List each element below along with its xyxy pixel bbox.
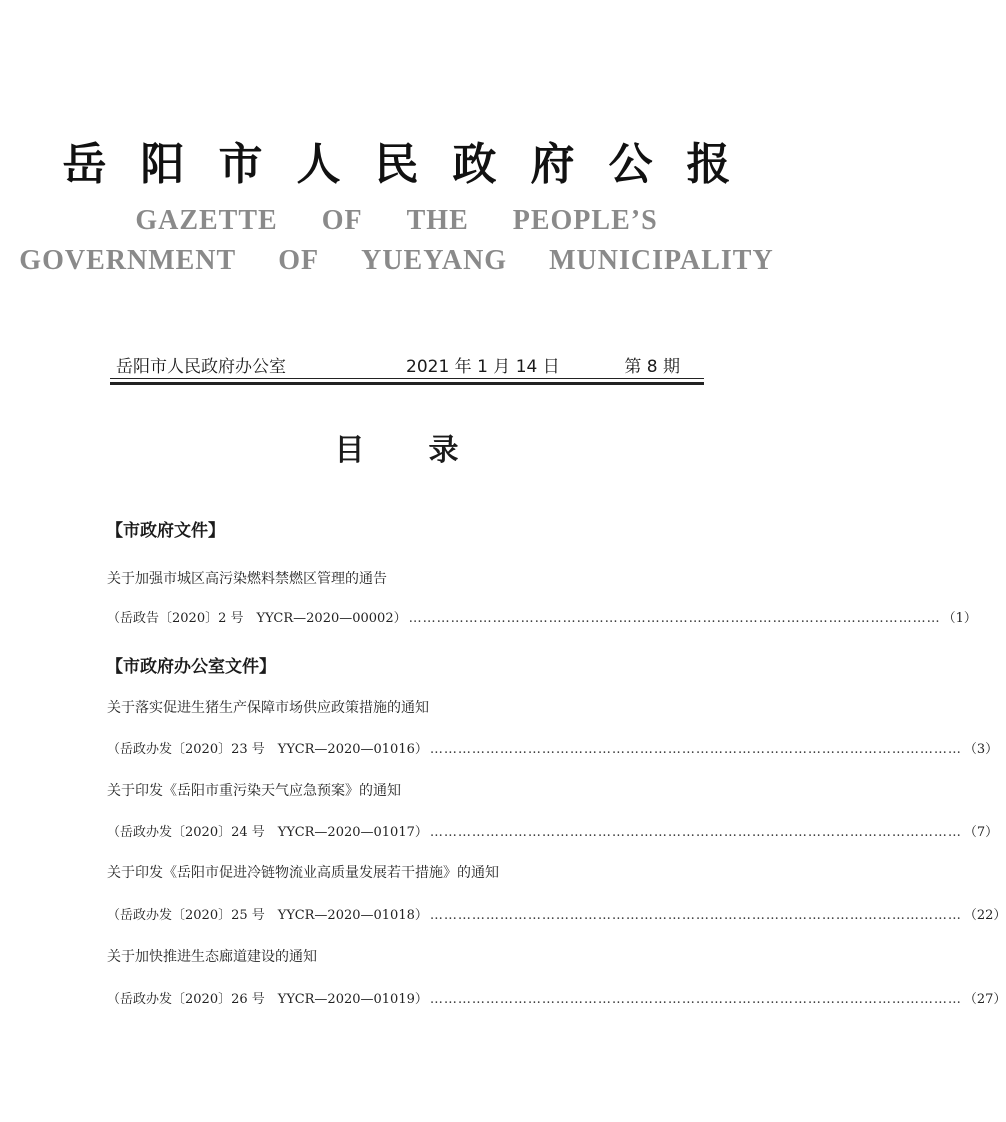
toc-section-heading: 【市政府办公室文件】 (106, 657, 276, 677)
toc-entry-ref-line[interactable] (107, 904, 1006, 923)
toc-entry-title[interactable]: 关于印发《岳阳市促进冷链物流业高质量发展若干措施》的通知 (107, 865, 499, 881)
title-char: 人 (296, 139, 341, 190)
toc-entry-page: （22） (963, 908, 1006, 923)
toc-entry-title[interactable]: 关于落实促进生猪生产保障市场供应政策措施的通知 (107, 700, 429, 716)
title-char: 民 (374, 139, 419, 190)
toc-entry-ref: （岳政办发〔2020〕26 号 YYCR—2020—01019） (107, 992, 428, 1007)
gazette-title-en-line1 (0, 205, 793, 237)
toc-entry-ref: （岳政办发〔2020〕25 号 YYCR—2020—01018） (107, 908, 428, 923)
toc-entry-ref: （岳政办发〔2020〕23 号 YYCR—2020—01016） (107, 742, 428, 757)
toc-entry-ref: （岳政办发〔2020〕24 号 YYCR—2020—01017） (107, 825, 428, 840)
header-rule-thin (110, 378, 704, 379)
toc-title-char: 目 (334, 433, 365, 468)
title-en-word: OF (321, 205, 363, 236)
toc-entry-title[interactable]: 关于加强市城区高污染燃料禁燃区管理的通告 (107, 571, 387, 587)
title-en-word: GAZETTE (135, 205, 278, 236)
toc-title (0, 425, 793, 468)
title-en-word: THE (406, 205, 469, 236)
title-en-word: YUEYANG (361, 245, 508, 276)
title-char: 报 (686, 139, 731, 190)
title-en-word: GOVERNMENT (19, 245, 237, 276)
toc-entry-page: （1） (942, 611, 977, 626)
toc-entry-ref-line[interactable] (107, 821, 999, 840)
toc-entry-ref-line[interactable] (107, 988, 1006, 1007)
issue-date: 2021 年 1 月 14 日 (406, 357, 560, 377)
issue-meta-line (110, 350, 686, 376)
title-en-word: PEOPLE’S (512, 205, 658, 236)
toc-entry-ref: （岳政告〔2020〕2 号 YYCR—2020—00002） (107, 611, 407, 626)
title-char: 市 (218, 139, 263, 190)
toc-entry-title[interactable]: 关于印发《岳阳市重污染天气应急预案》的通知 (107, 783, 401, 799)
toc-leader-dots: …………………………………………………………………………………………………… (429, 992, 962, 1007)
toc-entry-page: （3） (963, 742, 999, 757)
toc-leader-dots: …………………………………………………………………………………………………… (429, 742, 962, 757)
toc-entry-title[interactable]: 关于加快推进生态廊道建设的通知 (107, 949, 317, 965)
toc-leader-dots: …………………………………………………………………………………………………… (429, 825, 962, 840)
title-char: 府 (530, 139, 575, 190)
toc-leader-dots: …………………………………………………………………………………………………… (408, 611, 941, 626)
title-en-word: OF (278, 245, 320, 276)
toc-entry-page: （7） (963, 825, 999, 840)
title-char: 政 (452, 139, 497, 190)
toc-entry-page: （27） (963, 992, 1006, 1007)
header-rule-thick (110, 382, 704, 385)
issuing-office: 岳阳市人民政府办公室 (116, 357, 286, 377)
toc-entry-ref-line[interactable] (107, 738, 999, 757)
gazette-title-cn (0, 128, 793, 188)
title-char: 岳 (62, 139, 107, 190)
title-en-word: MUNICIPALITY (549, 245, 774, 276)
title-char: 公 (608, 139, 653, 190)
toc-leader-dots: …………………………………………………………………………………………………… (429, 908, 962, 923)
toc-section-heading: 【市政府文件】 (106, 521, 225, 541)
issue-number: 第 8 期 (624, 357, 680, 377)
title-char: 阳 (140, 139, 185, 190)
gazette-title-en-line2 (0, 245, 793, 277)
toc-entry-ref-line[interactable] (107, 607, 977, 626)
toc-title-char: 录 (428, 433, 459, 468)
